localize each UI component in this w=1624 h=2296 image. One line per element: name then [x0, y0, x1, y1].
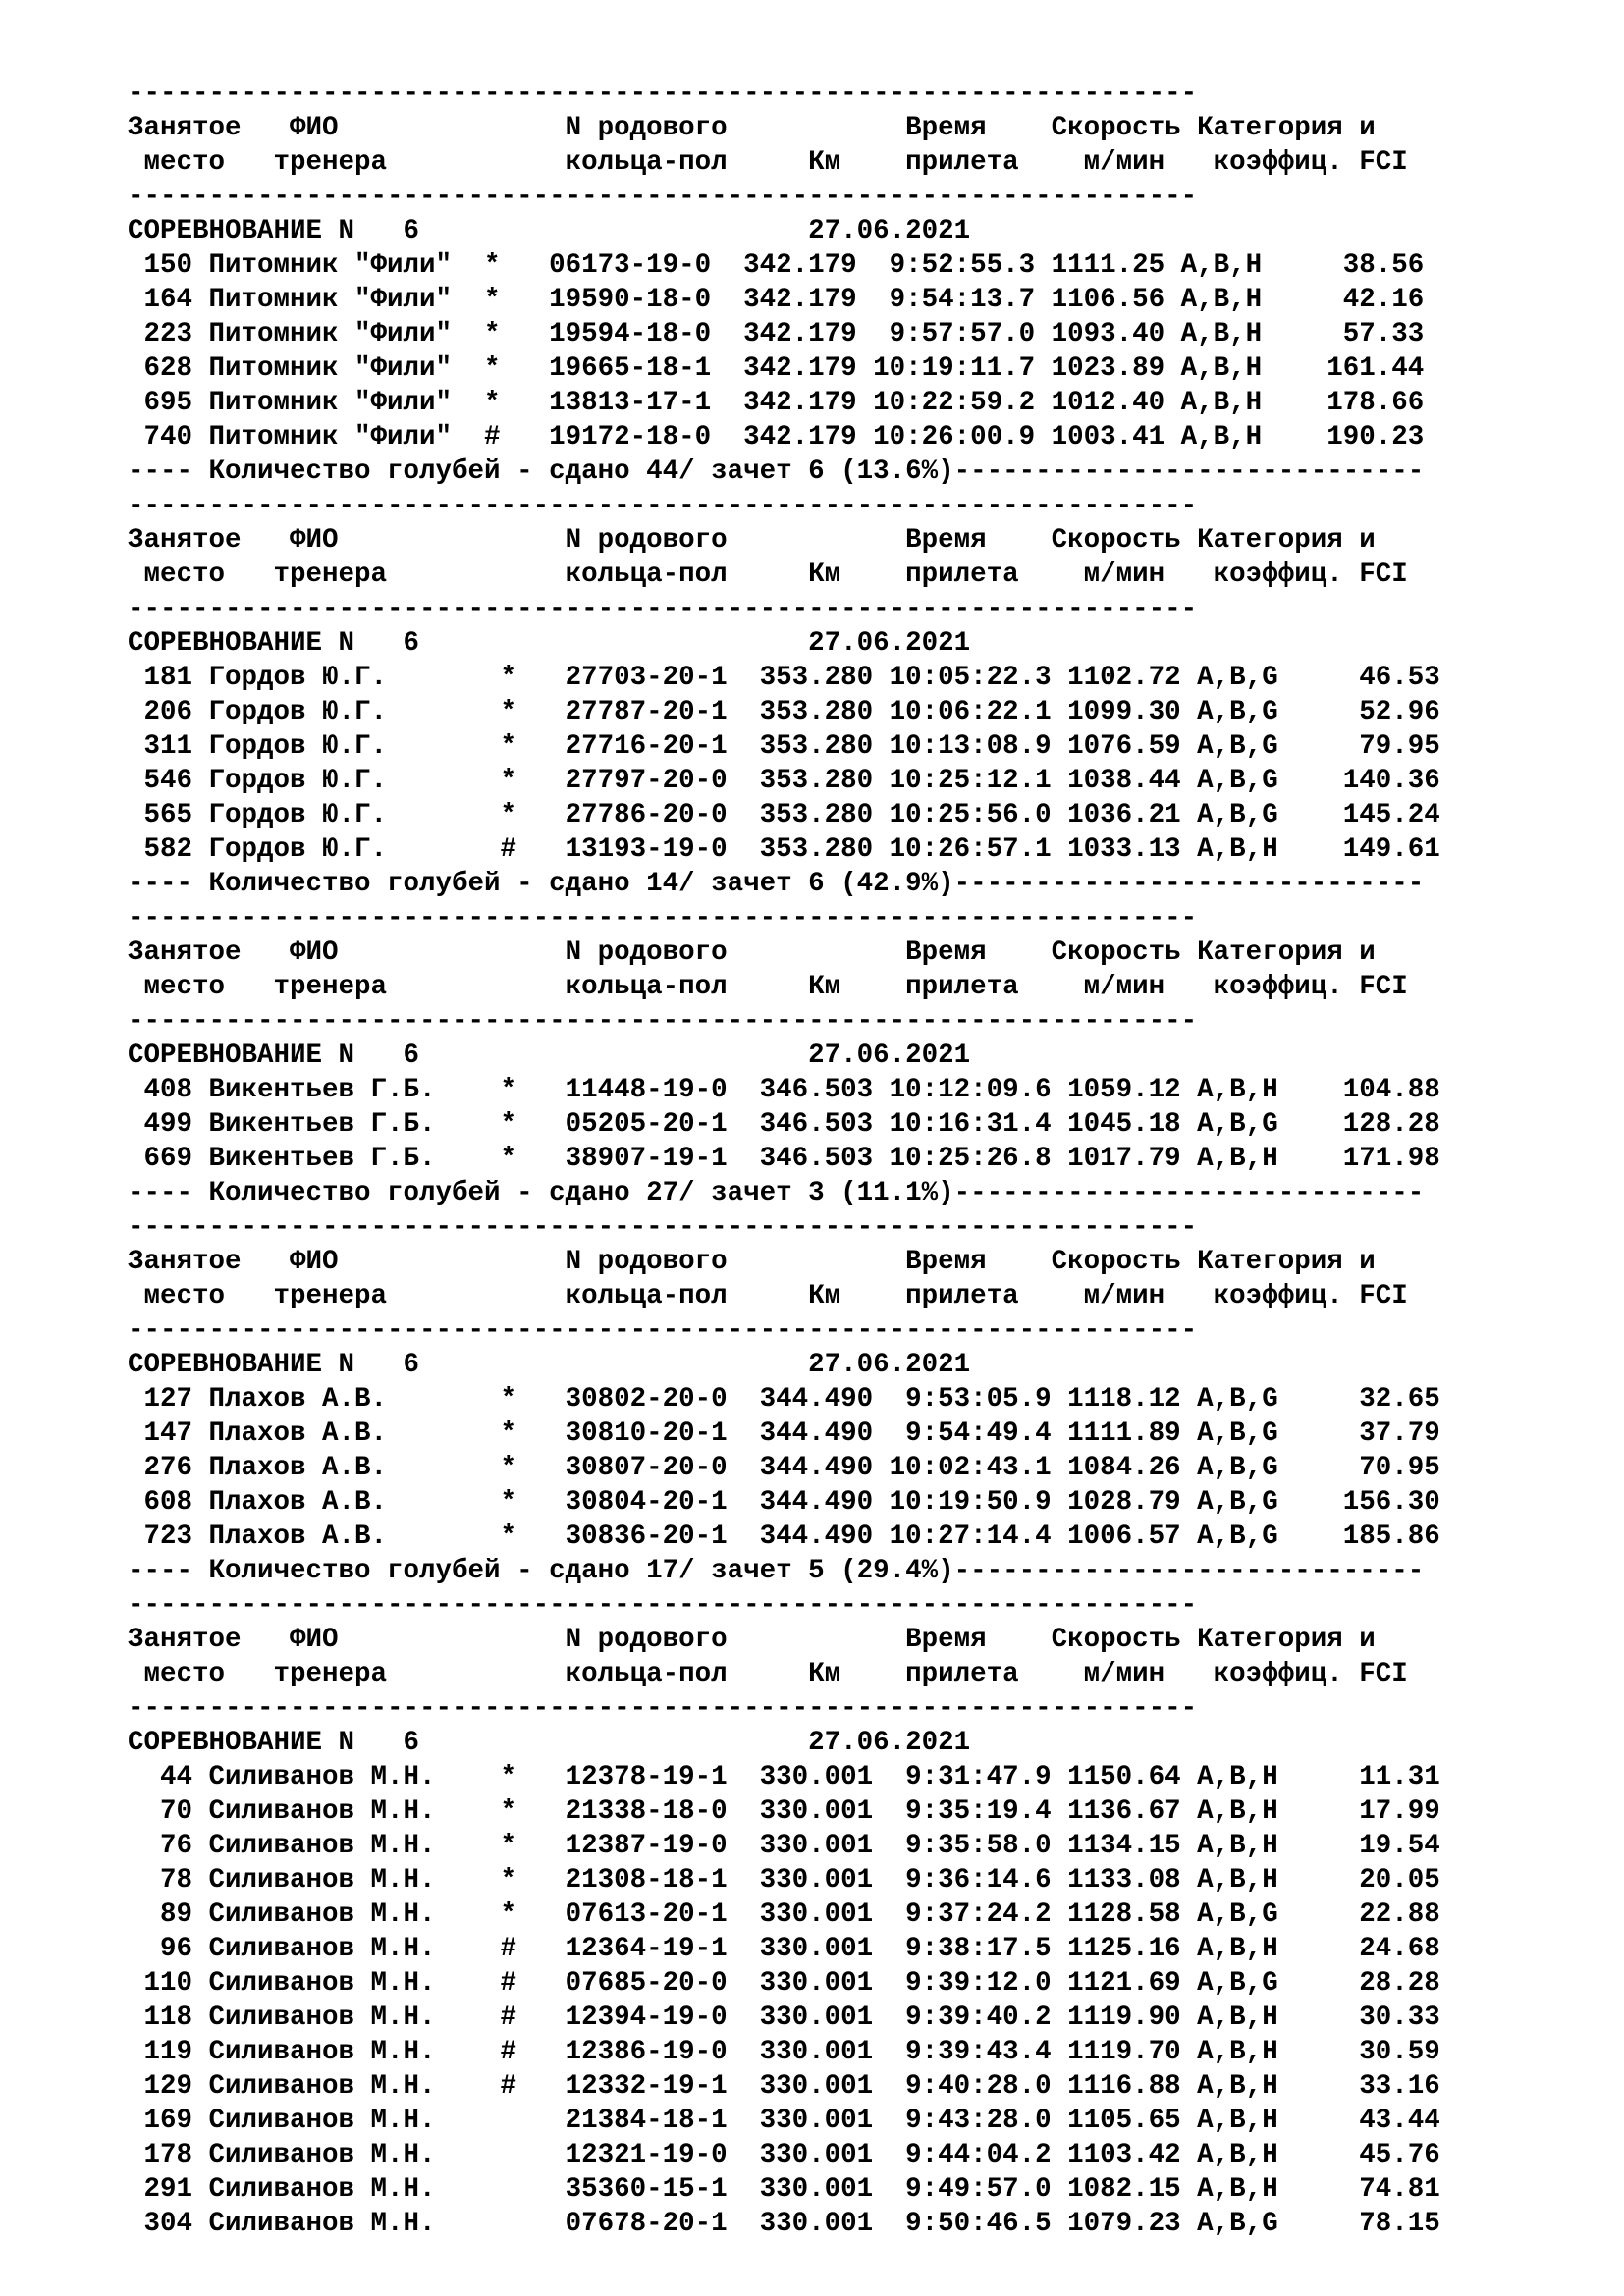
section-summary: ---- Количество голубей - сдано 14/ зачет 6 (42.9%)-----------------------------	[128, 869, 1425, 899]
separator-line: ------------------------------------------------------------------	[128, 79, 1198, 109]
result-row: 169 Силиванов М.Н. 21384-18-1 330.001 9:43:28.0 1105.65 A,B,H 43.44	[128, 2106, 1440, 2136]
separator-line: ------------------------------------------------------------------	[128, 1006, 1198, 1037]
result-row: 127 Плахов А.В. * 30802-20-0 344.490 9:53:05.9 1118.12 A,B,G 32.65	[128, 1384, 1440, 1415]
separator-line: ------------------------------------------------------------------	[128, 1693, 1198, 1724]
competition-title: СОРЕВНОВАНИЕ N 6 27.06.2021	[128, 1350, 971, 1380]
result-row: 96 Силиванов М.Н. # 12364-19-1 330.001 9:38:17.5 1125.16 A,B,H 24.68	[128, 1934, 1440, 1964]
result-row: 178 Силиванов М.Н. 12321-19-0 330.001 9:44:04.2 1103.42 A,B,H 45.76	[128, 2140, 1440, 2170]
result-row: 223 Питомник "Фили" * 19594-18-0 342.179 9:57:57.0 1093.40 A,B,H 57.33	[128, 319, 1425, 349]
separator-line: ------------------------------------------------------------------	[128, 594, 1198, 624]
separator-line: ------------------------------------------------------------------	[128, 1315, 1198, 1346]
result-row: 304 Силиванов М.Н. 07678-20-1 330.001 9:50:46.5 1079.23 A,B,G 78.15	[128, 2209, 1440, 2239]
result-row: 695 Питомник "Фили" * 13813-17-1 342.179 10:22:59.2 1012.40 A,B,H 178.66	[128, 388, 1425, 418]
result-row: 276 Плахов А.В. * 30807-20-0 344.490 10:02:43.1 1084.26 A,B,G 70.95	[128, 1453, 1440, 1483]
column-header-line-2: место тренера кольца-пол Км прилета м/мин коэффиц. FCI	[128, 1659, 1408, 1689]
result-row: 669 Викентьев Г.Б. * 38907-19-1 346.503 10:25:26.8 1017.79 A,B,H 171.98	[128, 1144, 1440, 1174]
result-row: 740 Питомник "Фили" # 19172-18-0 342.179 10:26:00.9 1003.41 A,B,H 190.23	[128, 422, 1425, 453]
result-row: 582 Гордов Ю.Г. # 13193-19-0 353.280 10:26:57.1 1033.13 A,B,H 149.61	[128, 834, 1440, 865]
competition-title: СОРЕВНОВАНИЕ N 6 27.06.2021	[128, 1728, 971, 1758]
result-row: 291 Силиванов М.Н. 35360-15-1 330.001 9:49:57.0 1082.15 A,B,H 74.81	[128, 2174, 1440, 2205]
separator-line: ------------------------------------------------------------------	[128, 182, 1198, 212]
competition-title: СОРЕВНОВАНИЕ N 6 27.06.2021	[128, 216, 971, 246]
result-row: 408 Викентьев Г.Б. * 11448-19-0 346.503 10:12:09.6 1059.12 A,B,H 104.88	[128, 1075, 1440, 1105]
result-row: 499 Викентьев Г.Б. * 05205-20-1 346.503 10:16:31.4 1045.18 A,B,G 128.28	[128, 1109, 1440, 1140]
competition-title: СОРЕВНОВАНИЕ N 6 27.06.2021	[128, 628, 971, 659]
column-header-line-1: Занятое ФИО N родового Время Скорость Категория и	[128, 937, 1376, 968]
result-row: 206 Гордов Ю.Г. * 27787-20-1 353.280 10:06:22.1 1099.30 A,B,G 52.96	[128, 697, 1440, 727]
result-row: 723 Плахов А.В. * 30836-20-1 344.490 10:27:14.4 1006.57 A,B,G 185.86	[128, 1522, 1440, 1552]
separator-line: ------------------------------------------------------------------	[128, 491, 1198, 521]
separator-line: ------------------------------------------------------------------	[128, 1590, 1198, 1621]
result-row: 119 Силиванов М.Н. # 12386-19-0 330.001 9:39:43.4 1119.70 A,B,H 30.59	[128, 2037, 1440, 2067]
separator-line: ------------------------------------------------------------------	[128, 903, 1198, 934]
result-row: 89 Силиванов М.Н. * 07613-20-1 330.001 9:37:24.2 1128.58 A,B,G 22.88	[128, 1899, 1440, 1930]
competition-title: СОРЕВНОВАНИЕ N 6 27.06.2021	[128, 1041, 971, 1071]
result-row: 628 Питомник "Фили" * 19665-18-1 342.179 10:19:11.7 1023.89 A,B,H 161.44	[128, 353, 1425, 384]
column-header-line-1: Занятое ФИО N родового Время Скорость Категория и	[128, 1247, 1376, 1277]
result-row: 118 Силиванов М.Н. # 12394-19-0 330.001 9:39:40.2 1119.90 A,B,H 30.33	[128, 2002, 1440, 2033]
result-row: 164 Питомник "Фили" * 19590-18-0 342.179 9:54:13.7 1106.56 A,B,H 42.16	[128, 285, 1425, 315]
result-row: 129 Силиванов М.Н. # 12332-19-1 330.001 9:40:28.0 1116.88 A,B,H 33.16	[128, 2071, 1440, 2102]
column-header-line-2: место тренера кольца-пол Км прилета м/мин коэффиц. FCI	[128, 972, 1408, 1002]
column-header-line-2: место тренера кольца-пол Км прилета м/мин коэффиц. FCI	[128, 1281, 1408, 1311]
result-row: 147 Плахов А.В. * 30810-20-1 344.490 9:54:49.4 1111.89 A,B,G 37.79	[128, 1418, 1440, 1449]
result-row: 110 Силиванов М.Н. # 07685-20-0 330.001 9:39:12.0 1121.69 A,B,G 28.28	[128, 1968, 1440, 1999]
result-row: 44 Силиванов М.Н. * 12378-19-1 330.001 9:31:47.9 1150.64 A,B,H 11.31	[128, 1762, 1440, 1792]
result-row: 150 Питомник "Фили" * 06173-19-0 342.179 9:52:55.3 1111.25 A,B,H 38.56	[128, 250, 1425, 281]
result-row: 311 Гордов Ю.Г. * 27716-20-1 353.280 10:13:08.9 1076.59 A,B,G 79.95	[128, 731, 1440, 762]
column-header-line-1: Занятое ФИО N родового Время Скорость Категория и	[128, 1625, 1376, 1655]
column-header-line-2: место тренера кольца-пол Км прилета м/мин коэффиц. FCI	[128, 560, 1408, 590]
result-row: 565 Гордов Ю.Г. * 27786-20-0 353.280 10:25:56.0 1036.21 A,B,G 145.24	[128, 800, 1440, 830]
result-row: 608 Плахов А.В. * 30804-20-1 344.490 10:19:50.9 1028.79 A,B,G 156.30	[128, 1487, 1440, 1518]
column-header-line-2: место тренера кольца-пол Км прилета м/мин коэффиц. FCI	[128, 147, 1408, 178]
column-header-line-1: Занятое ФИО N родового Время Скорость Категория и	[128, 525, 1376, 556]
column-header-line-1: Занятое ФИО N родового Время Скорость Категория и	[128, 113, 1376, 143]
result-row: 70 Силиванов М.Н. * 21338-18-0 330.001 9:35:19.4 1136.67 A,B,H 17.99	[128, 1796, 1440, 1827]
result-row: 78 Силиванов М.Н. * 21308-18-1 330.001 9:36:14.6 1133.08 A,B,H 20.05	[128, 1865, 1440, 1896]
result-row: 76 Силиванов М.Н. * 12387-19-0 330.001 9:35:58.0 1134.15 A,B,H 19.54	[128, 1831, 1440, 1861]
section-summary: ---- Количество голубей - сдано 27/ зачет 3 (11.1%)-----------------------------	[128, 1178, 1425, 1208]
section-summary: ---- Количество голубей - сдано 17/ зачет 5 (29.4%)-----------------------------	[128, 1556, 1425, 1586]
results-printout	[128, 77, 1440, 2241]
result-row: 181 Гордов Ю.Г. * 27703-20-1 353.280 10:05:22.3 1102.72 A,B,G 46.53	[128, 663, 1440, 693]
section-summary: ---- Количество голубей - сдано 44/ зачет 6 (13.6%)-----------------------------	[128, 456, 1425, 487]
separator-line: ------------------------------------------------------------------	[128, 1212, 1198, 1243]
result-row: 546 Гордов Ю.Г. * 27797-20-0 353.280 10:25:12.1 1038.44 A,B,G 140.36	[128, 766, 1440, 796]
